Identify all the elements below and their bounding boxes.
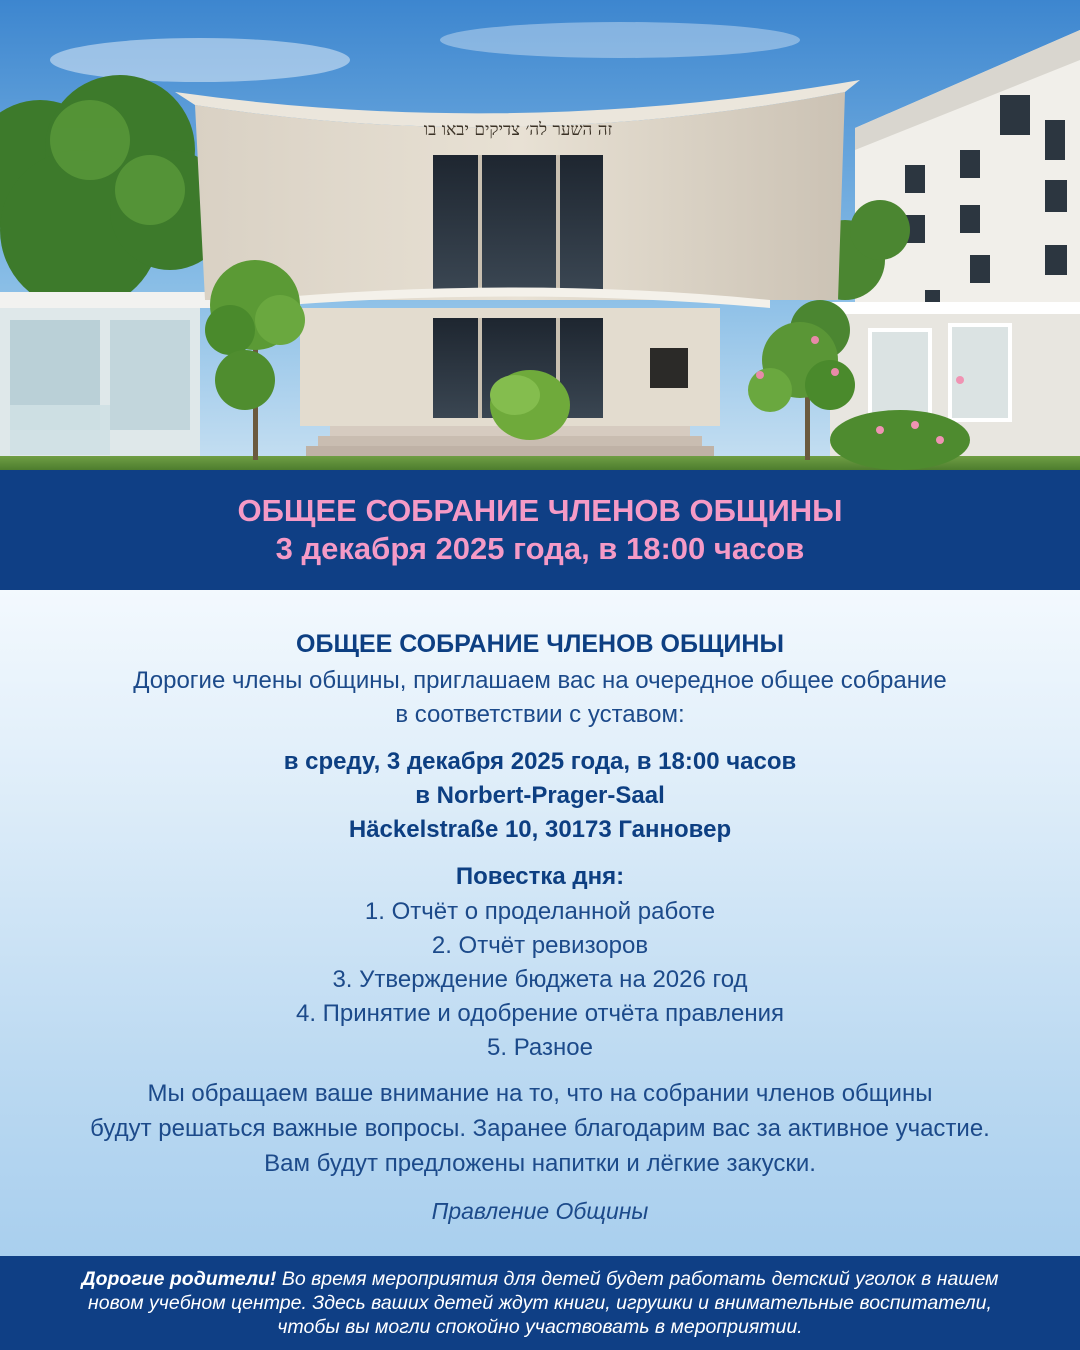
invitation-heading: ОБЩЕЕ СОБРАНИЕ ЧЛЕНОВ ОБЩИНЫ [296,630,784,658]
signature: Правление Общины [431,1198,649,1224]
synagogue-photo [0,0,1080,470]
banner-date: 3 декабря 2025 года, в 18:00 часов [275,531,805,566]
invitation-intro [0,664,1080,732]
parents-notice [0,1256,1080,1350]
event-date-line: в среду, 3 декабря 2025 года, в 18:00 часов [283,748,797,775]
agenda-title: Повестка дня: [455,863,625,890]
parents-notice-body: Во время мероприятия для детей будет работать детский уголок в нашем новом учебном центре. Здесь ваших детей ждут книги, игрушки и внимательные воспитатели, чтобы вы могли спокойно участвовать в мероприятии. [88,1268,999,1338]
intro-line: Дорогие члены общины, приглашаем вас на очередное общее собрание [133,667,947,694]
agenda-item: 3. Утверждение бюджета на 2026 год [332,966,748,993]
facade-inscription: זה השער לה׳ צדיקים יבאו בו [423,120,613,140]
agenda-list [0,895,1080,1065]
agenda-item: 5. Разное [487,1034,593,1061]
banner-title: ОБЩЕЕ СОБРАНИЕ ЧЛЕНОВ ОБЩИНЫ [237,493,843,528]
notice-line: Мы обращаем ваше внимание на то, что на собрании членов общины [147,1080,933,1107]
notice-line: Вам будут предложены напитки и лёгкие закуски. [264,1150,816,1177]
event-venue-line: в Norbert-Prager-Saal [415,782,665,809]
event-address-line: Häckelstraße 10, 30173 Ганновер [348,816,732,843]
parents-notice-lead: Дорогие родители! [81,1268,277,1290]
agenda-item: 4. Принятие и одобрение отчёта правления [295,1000,784,1027]
notice-line: будут решаться важные вопросы. Заранее благодарим вас за активное участие. [90,1115,990,1142]
invitation-body [0,590,1080,1256]
title-banner [0,470,1080,590]
parents-notice-text [60,1267,1020,1339]
intro-line: в соответствии с уставом: [395,701,685,728]
agenda-item: 2. Отчёт ревизоров [431,932,649,959]
event-details [0,745,1080,847]
agenda-item: 1. Отчёт о проделанной работе [364,898,716,925]
notice-text [0,1076,1080,1181]
